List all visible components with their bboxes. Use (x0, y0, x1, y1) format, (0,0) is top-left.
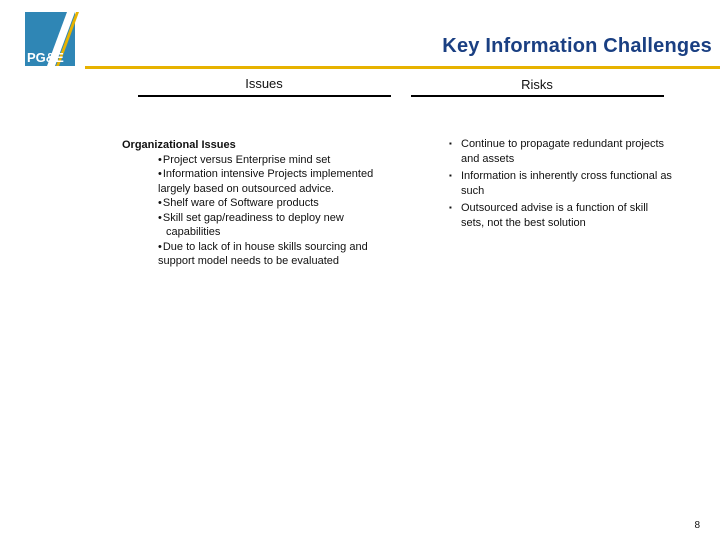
risk-text: Outsourced advise is a function of skill sets, not the best solution (461, 202, 649, 229)
issues-body (122, 138, 394, 269)
bullet-icon: • (158, 211, 162, 224)
pge-logo (25, 12, 85, 66)
list-item (449, 137, 674, 166)
list-item (158, 240, 394, 269)
risks-column-heading: Risks (521, 77, 553, 92)
list-item (158, 211, 394, 240)
issue-text: Shelf ware of Software products (162, 197, 319, 209)
bullet-icon: • (158, 240, 162, 253)
list-item (449, 169, 674, 198)
list-item (449, 201, 674, 230)
risk-text: Information is inherently cross functional as such (461, 170, 672, 197)
issues-column-heading: Issues (245, 76, 283, 91)
issue-text: Due to lack of in house skills sourcing and support model needs to be evaluated (158, 240, 368, 267)
issue-text: Information intensive Projects implemented largely based on outsourced advice. (158, 168, 374, 195)
bullet-icon: ▪ (449, 171, 452, 180)
risks-body (449, 137, 674, 233)
logo-text: PG&E (27, 50, 64, 65)
bullet-icon: ▪ (449, 139, 452, 148)
risk-text: Continue to propagate redundant projects and assets (461, 138, 665, 165)
logo-graphic (25, 12, 85, 66)
issues-divider (138, 95, 391, 97)
list-item (158, 167, 394, 196)
bullet-icon: • (158, 153, 162, 166)
issue-text: Skill set gap/readiness to deploy new (162, 211, 344, 224)
page-number: 8 (694, 520, 700, 531)
risks-divider (411, 95, 664, 97)
bullet-icon: ▪ (449, 203, 452, 212)
slide-title: Key Information Challenges (442, 35, 712, 57)
list-item (158, 153, 394, 168)
bullet-icon: • (158, 197, 162, 209)
issue-text-continued: capabilities (166, 226, 221, 238)
issues-list (122, 153, 394, 269)
list-item (158, 196, 394, 211)
bullet-icon: • (158, 168, 162, 180)
title-divider (85, 66, 720, 69)
issues-section-title: Organizational Issues (122, 139, 236, 151)
issue-text: Project versus Enterprise mind set (162, 153, 331, 166)
